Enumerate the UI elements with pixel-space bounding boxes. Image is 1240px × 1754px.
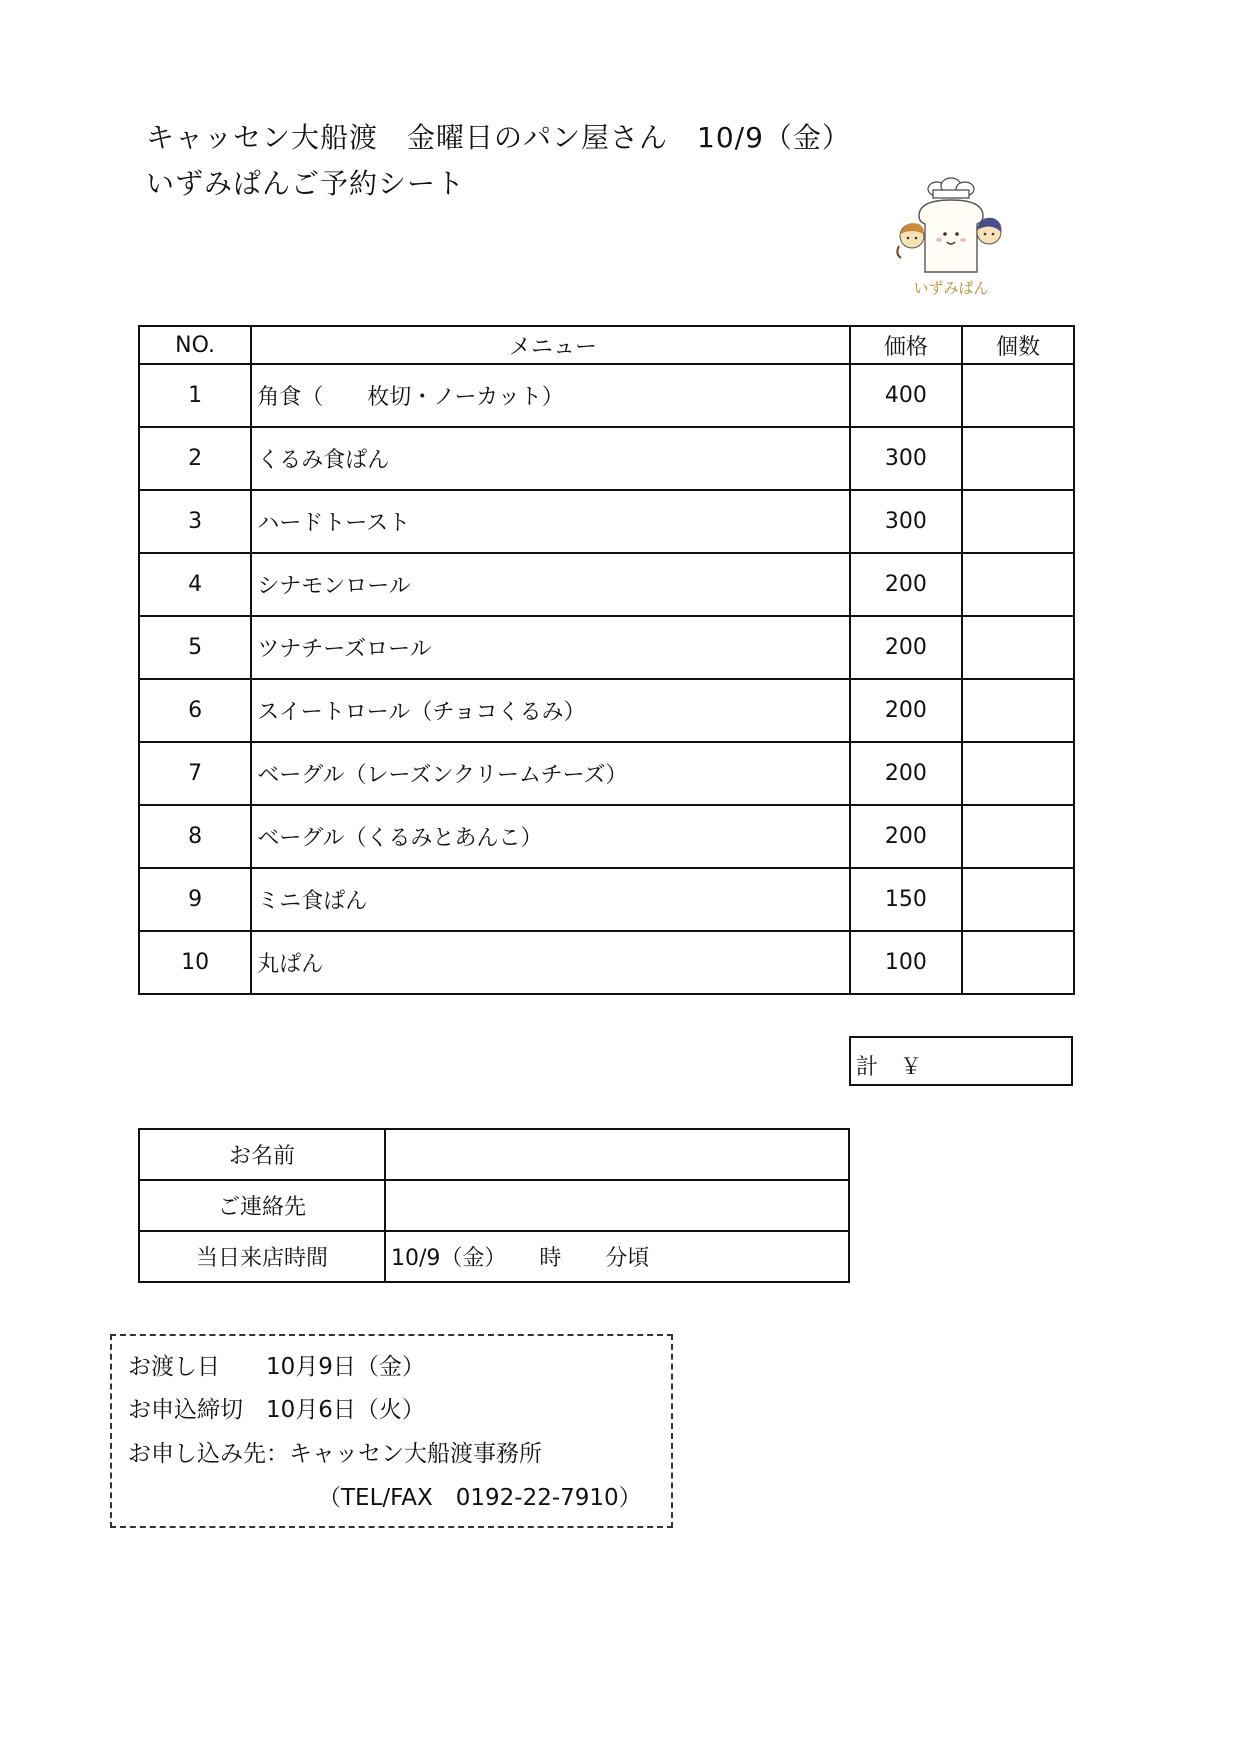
row-menu-name: ベーグル（レーズンクリームチーズ） — [251, 742, 850, 805]
logo-text: いずみぱん — [913, 279, 989, 297]
row-no: 8 — [139, 805, 251, 868]
contact-field[interactable] — [385, 1180, 849, 1231]
menu-table — [138, 325, 1075, 995]
order-info-box — [110, 1334, 673, 1528]
header-menu: メニュー — [251, 326, 850, 364]
total-label: 計 ￥ — [856, 1055, 923, 1080]
row-menu-name: スイートロール（チョコくるみ） — [251, 679, 850, 742]
table-row — [139, 490, 1074, 553]
table-row — [139, 364, 1074, 427]
row-no: 7 — [139, 742, 251, 805]
row-qty-cell[interactable] — [962, 931, 1074, 994]
table-row — [139, 616, 1074, 679]
bread-mascot-icon — [895, 176, 1007, 300]
row-price: 200 — [850, 805, 962, 868]
row-qty-cell[interactable] — [962, 553, 1074, 616]
delivery-date-text: お渡し日 10月9日（金） — [128, 1354, 425, 1380]
table-row — [139, 931, 1074, 994]
row-menu-name: くるみ食ぱん — [251, 427, 850, 490]
row-price: 200 — [850, 616, 962, 679]
table-row — [139, 805, 1074, 868]
total-field[interactable] — [849, 1036, 1073, 1086]
row-price: 300 — [850, 490, 962, 553]
row-qty-cell[interactable] — [962, 868, 1074, 931]
row-no: 3 — [139, 490, 251, 553]
row-menu-name: シナモンロール — [251, 553, 850, 616]
row-menu-name: 角食（ 枚切・ノーカット） — [251, 364, 850, 427]
table-header-row — [139, 326, 1074, 364]
header-qty: 個数 — [962, 326, 1074, 364]
row-no: 9 — [139, 868, 251, 931]
customer-row-name — [139, 1129, 849, 1180]
row-menu-name: ハードトースト — [251, 490, 850, 553]
header-price: 価格 — [850, 326, 962, 364]
row-price: 100 — [850, 931, 962, 994]
row-price: 200 — [850, 742, 962, 805]
row-qty-cell[interactable] — [962, 490, 1074, 553]
phone-fax-text: （TEL/FAX 0192-22-7910） — [318, 1485, 642, 1511]
page-title: キャッセン大船渡 金曜日のパン屋さん 10/9（金） — [146, 121, 851, 154]
row-qty-cell[interactable] — [962, 364, 1074, 427]
row-no: 2 — [139, 427, 251, 490]
row-price: 400 — [850, 364, 962, 427]
row-no: 5 — [139, 616, 251, 679]
deadline-text: お申込締切 10月6日（火） — [128, 1397, 425, 1423]
table-row — [139, 679, 1074, 742]
row-qty-cell[interactable] — [962, 427, 1074, 490]
row-qty-cell[interactable] — [962, 616, 1074, 679]
row-menu-name: ベーグル（くるみとあんこ） — [251, 805, 850, 868]
table-row — [139, 553, 1074, 616]
visit-time-label: 当日来店時間 — [139, 1231, 385, 1282]
table-row — [139, 427, 1074, 490]
row-no: 6 — [139, 679, 251, 742]
customer-row-visit-time — [139, 1231, 849, 1282]
row-menu-name: ミニ食ぱん — [251, 868, 850, 931]
row-price: 300 — [850, 427, 962, 490]
visit-time-field[interactable]: 10/9（金） 時 分頃 — [385, 1231, 849, 1282]
row-price: 200 — [850, 553, 962, 616]
row-menu-name: ツナチーズロール — [251, 616, 850, 679]
header-no: NO. — [139, 326, 251, 364]
row-price: 150 — [850, 868, 962, 931]
row-price: 200 — [850, 679, 962, 742]
name-label: お名前 — [139, 1129, 385, 1180]
customer-row-contact — [139, 1180, 849, 1231]
row-qty-cell[interactable] — [962, 805, 1074, 868]
table-row — [139, 868, 1074, 931]
table-row — [139, 742, 1074, 805]
row-no: 4 — [139, 553, 251, 616]
row-qty-cell[interactable] — [962, 679, 1074, 742]
row-menu-name: 丸ぱん — [251, 931, 850, 994]
contact-office-text: お申し込み先：キャッセン大船渡事務所 — [128, 1441, 542, 1467]
row-no: 1 — [139, 364, 251, 427]
row-qty-cell[interactable] — [962, 742, 1074, 805]
page-subtitle: いずみぱんご予約シート — [146, 167, 466, 200]
row-no: 10 — [139, 931, 251, 994]
name-field[interactable] — [385, 1129, 849, 1180]
customer-info-table — [138, 1128, 850, 1283]
contact-label: ご連絡先 — [139, 1180, 385, 1231]
